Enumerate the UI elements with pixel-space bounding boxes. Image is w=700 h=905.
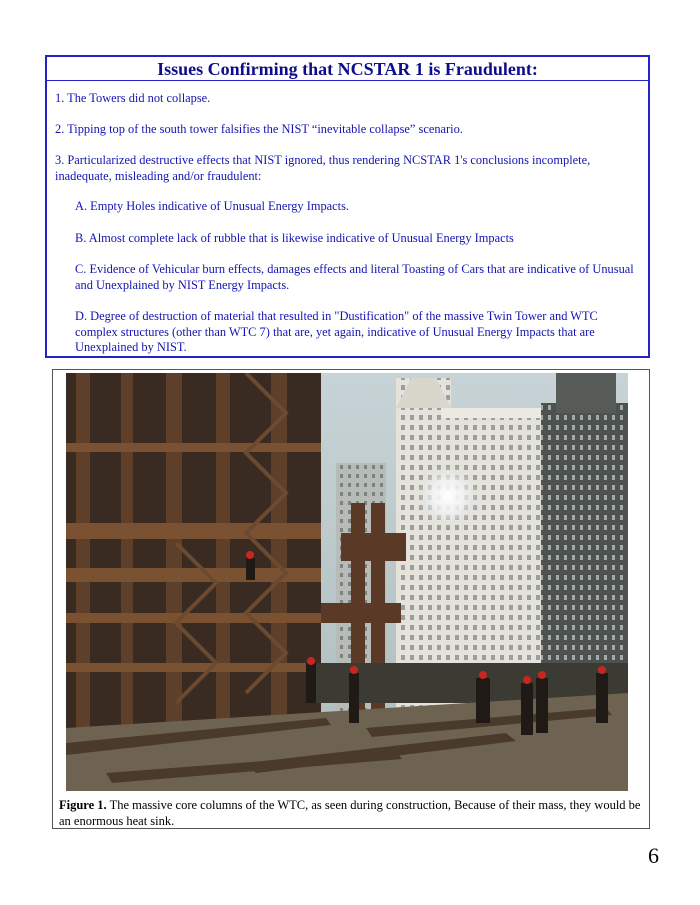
page-number: 6 xyxy=(648,843,659,868)
issue-item-2: 2. Tipping top of the south tower falsifies the NIST “inevitable collapse” scenario. xyxy=(55,122,463,136)
issue-item-3: 3. Particularized destructive effects that NIST ignored, thus rendering NCSTAR 1's conclusions incomplete, inadequate, misleading and/or fraudulent: xyxy=(55,153,591,183)
figure-frame xyxy=(52,369,650,829)
figure-label: Figure 1. xyxy=(59,798,107,812)
issue-item-1: 1. The Towers did not collapse. xyxy=(55,91,211,105)
issues-box xyxy=(45,55,650,358)
issue-subitem-c: C. Evidence of Vehicular burn effects, damages effects and literal Toasting of Cars that are indicative of Unusual and Unexplained by NIST Energy Impacts. xyxy=(75,262,634,292)
figure-caption-text: The massive core columns of the WTC, as seen during construction, Because of their mass, they would be an enormous heat sink. xyxy=(59,798,641,828)
issues-title: Issues Confirming that NCSTAR 1 is Fraudulent: xyxy=(47,58,648,81)
issue-subitem-d: D. Degree of destruction of material that resulted in "Dustification" of the massive Twin Tower and WTC complex structures (other than WTC 7) that are, yet again, indicative of Unusual Energy Impacts that are Unexplained by NIST. xyxy=(75,309,598,354)
issue-subitem-a: A. Empty Holes indicative of Unusual Energy Impacts. xyxy=(75,199,350,213)
figure-caption xyxy=(59,797,643,829)
construction-photo xyxy=(66,373,628,791)
issue-subitem-b: B. Almost complete lack of rubble that is likewise indicative of Unusual Energy Impacts xyxy=(75,231,514,245)
